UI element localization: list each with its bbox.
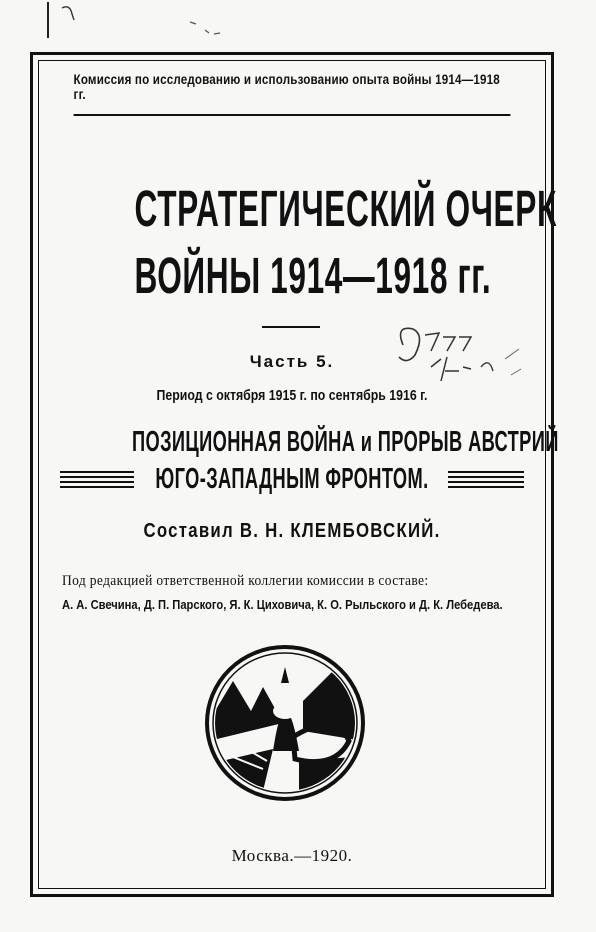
right-hatch-ornament xyxy=(448,471,524,491)
editorial-intro: Под редакцией ответственной коллегии комиссии в составе: xyxy=(62,573,429,589)
publisher-emblem-icon xyxy=(203,641,367,805)
margin-scribble-marks xyxy=(0,0,596,60)
commission-header: Комиссия по исследованию и использованию опыта войны 1914—1918 гг. xyxy=(74,60,511,116)
period-line: Период с октября 1915 г. по сентябрь 1916 г. xyxy=(156,388,428,404)
title-divider xyxy=(262,326,320,328)
subtitle-line-2: ЮГО-ЗАПАДНЫМ ФРОНТОМ. xyxy=(155,463,429,495)
imprint-line: Москва.—1920. xyxy=(231,846,353,865)
editorial-names: А. А. Свечина, Д. П. Парского, Я. К. Циховича, К. О. Рыльского и Д. К. Лебедева. xyxy=(62,597,503,612)
left-hatch-ornament xyxy=(60,471,134,491)
library-stamp-handwriting xyxy=(385,315,535,395)
part-number: Часть 5. xyxy=(249,352,335,371)
author-line: Составил В. Н. КЛЕМБОВСКИЙ. xyxy=(143,520,441,542)
title-line-1: СТРАТЕГИЧЕСКИЙ ОЧЕРК xyxy=(134,180,557,237)
title-line-2: ВОЙНЫ 1914—1918 гг. xyxy=(134,247,492,304)
subtitle-line-1: ПОЗИЦИОННАЯ ВОЙНА и ПРОРЫВ АВСТРИЙ xyxy=(131,426,559,458)
